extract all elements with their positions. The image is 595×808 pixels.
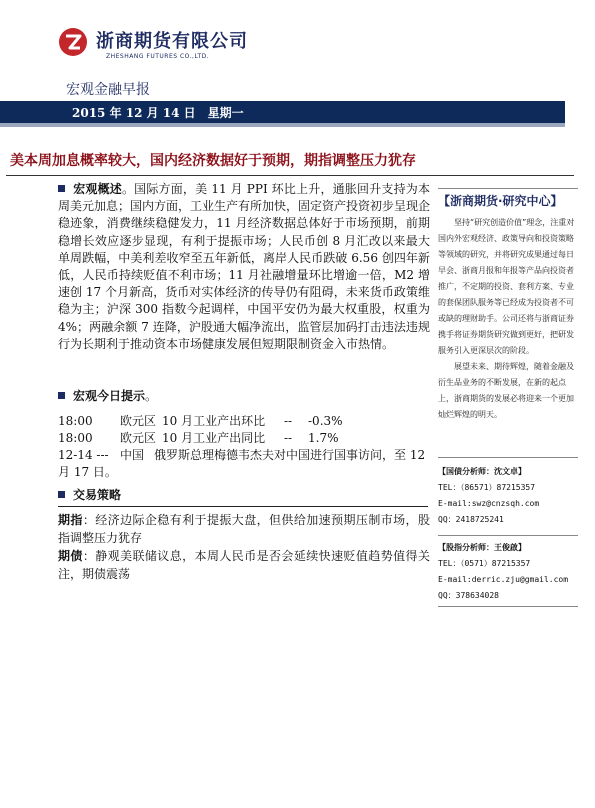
bullet-icon [58, 392, 65, 399]
today-heading: 宏观今日提示。 [58, 387, 157, 404]
analyst-tel: TEL：（86571）87215357 [438, 483, 536, 492]
company-logo-icon [58, 27, 88, 57]
overview-text: 。国际方面，美 11 月 PPI 环比上升，通胀回升支持为本周美元加息；国内方面，工业生产有所加快，固定资产投资初步呈现企稳迹象，消费继续稳健发力，11 月经济数据总体好于市场预期，前期稳增长效应逐步显现，有利于提振市场；人民币创 8 月汇改以来最大单周跌幅，中美利差收窄至五年新低，离岸人民币跌破 6.56 创四年新低，人民币持续贬值不利市场；11 月社融增量环比增逾一倍，M2 增速创 17 个月新高，货币对实体经济的传导仍有阻碍，未来货币政策维稳为主；沪深 300 指数今起调样，中国平安仍为最大权重股，权重为 4%；两融余额 7 连降，沪股通大幅净流出，监管层加码打击违法违规行为长期利于推动资本市场健康发展但短期限制资金入市热情。 [58, 182, 431, 351]
research-center-body [438, 215, 578, 423]
analyst-title: 【股指分析师：王俊啟】 [438, 543, 526, 552]
research-center-para: 坚持“研究创造价值”理念，注重对国内外宏观经济、政策导向和投资策略等领域的研究，并将研究成果通过每日早会、浙商月报和年报等产品向投资者推广，不定期的投资、套利方案、专业的套保团队服务等已经成为投资者不可或缺的理财助手。公司还将与浙商证券携手将证券期货研究做到更好，把研发服务引入更深层次的阶段。 [438, 218, 575, 355]
macro-overview [58, 181, 430, 353]
schedule-time: 12-14 --- [58, 448, 109, 462]
schedule-value: -0.3% [308, 414, 343, 428]
schedule-prev: -- [284, 414, 293, 428]
analyst-qq: QQ：2418725241 [438, 515, 504, 524]
schedule-row [58, 447, 430, 464]
schedule-region: 中国 [120, 448, 145, 462]
analyst-tel: TEL：（0571）87215357 [438, 559, 531, 568]
report-date: 2015 年 12 月 14 日 星期一 [72, 106, 244, 120]
schedule-prev: -- [284, 431, 293, 445]
schedule-event-cont: 月 17 日。 [58, 465, 117, 479]
schedule-time: 18:00 [58, 414, 93, 428]
schedule-row [58, 430, 430, 447]
index-strategy: 期指：经济边际企稳有利于提振大盘，但供给加速预期压制市场，股指调整压力犹存 [58, 513, 430, 545]
strategy-heading: 交易策略 [58, 486, 121, 503]
analyst-email[interactable]: E-mail:swz@cnzsqh.com [438, 499, 540, 508]
schedule-region: 欧元区 [120, 414, 157, 428]
strategy-body [58, 511, 430, 583]
schedule-row [58, 413, 430, 430]
strategy-divider [58, 506, 428, 507]
bullet-icon [58, 185, 65, 192]
schedule-table [58, 413, 430, 481]
schedule-time: 18:00 [58, 431, 93, 445]
analyst-qq: QQ：378634028 [438, 591, 499, 600]
research-center-heading: 【浙商期货·研究中心】 [438, 194, 563, 208]
analyst-card-bond [438, 464, 578, 528]
bullet-icon [58, 491, 65, 498]
research-center-para: 展望未来、期待辉煌，随着金融及衍生品业务的不断发展，在新的起点上，浙商期货的发展必将迎来一个更加灿烂辉煌的明天。 [438, 362, 574, 419]
analyst-card-index [438, 540, 578, 604]
headline: 美本周加息概率较大，国内经济数据好于预期，期指调整压力犹存 [10, 153, 416, 169]
schedule-row-cont [58, 464, 430, 481]
schedule-event: 俄罗斯总理梅德韦杰夫对中国进行国事访问，至 12 [154, 448, 426, 462]
sidebar-divider [438, 535, 578, 536]
schedule-region: 欧元区 [120, 431, 157, 445]
report-title: 宏观金融早报 [66, 82, 150, 98]
sidebar-divider [438, 606, 578, 607]
overview-label: 宏观概述 [73, 182, 122, 196]
schedule-event: 10 月工业产出同比 [162, 431, 266, 445]
research-center-box [438, 188, 578, 458]
schedule-value: 1.7% [308, 431, 339, 445]
analyst-email[interactable]: E-mail:derric.zju@gmail.com [438, 575, 569, 584]
headline-divider [6, 175, 574, 176]
company-name-cn: 浙商期货有限公司 [96, 31, 248, 52]
company-name-en: ZHESHANG FUTURES CO.,LTD. [106, 53, 210, 60]
bond-strategy: 期债：静观美联储议息，本周人民币是否会延续快速贬值趋势值得关注，期债震荡 [58, 549, 430, 581]
schedule-event: 10 月工业产出环比 [162, 414, 266, 428]
analyst-title: 【国债分析师：沈文卓】 [438, 467, 526, 476]
